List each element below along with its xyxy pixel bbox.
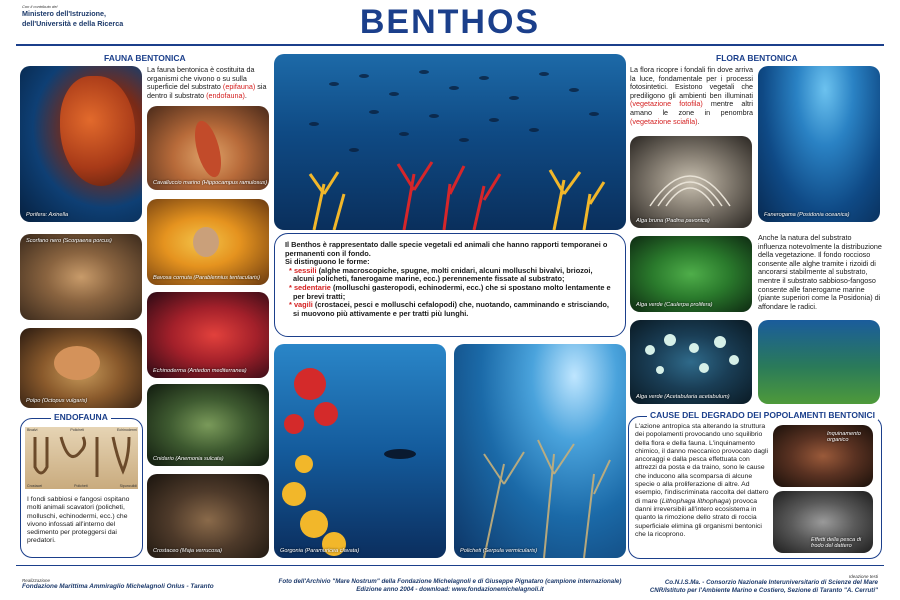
caption: Gorgonia (Paramuricea clavata) <box>280 548 360 554</box>
realization-name: Fondazione Marittima Ammiraglio Michelagnoli Onlus - Taranto <box>22 583 214 590</box>
photo-organic-pollution <box>773 425 873 487</box>
photo-posidonia <box>758 66 880 222</box>
ministry-name-line1: Ministero dell'Istruzione, <box>22 9 106 18</box>
footer-credits <box>260 578 640 594</box>
flora-section-title: FLORA BENTONICA <box>716 53 798 63</box>
burrow-diagram <box>25 427 138 489</box>
caption: Polpo (Octopus vulgaris) <box>26 398 88 404</box>
realization-label: Realizzazione <box>22 578 51 583</box>
caption: Scorfano nero (Scorpaena porcus) <box>26 238 112 244</box>
photo-posidonia-meadow <box>758 320 880 404</box>
bullet-sessili: * sessili (alghe macroscopiche, spugne, molti cnidari, alcuni molluschi bivalvi, briozoi, alcuni policheti, fanerogame marine, ecc.) perennemente fissate al substrato; <box>289 265 593 284</box>
poster-title: BENTHOS <box>359 3 541 41</box>
caption: Alga bruna (Padina pavonica) <box>636 218 710 224</box>
diagram-label: Bivalvi <box>27 428 38 432</box>
photo-scorpionfish <box>20 234 142 320</box>
endofauna-box <box>20 412 143 558</box>
conisma-name: Co.N.I.S.Ma. - Consorzio Nazionale Interuniversitario di Scienze del Mare <box>664 579 878 586</box>
diagram-label: Policheti <box>74 484 88 488</box>
cnr-name: CNR/Istituto per l'Ambiente Marino e Costiero, Sezione di Taranto "A. Cerruti" <box>649 587 878 594</box>
causes-description: L'azione antropica sta alterando la struttura dei popolamenti provocando uno squilibrio della flora e della fauna. L'inquinamento chimico, il danno meccanico provocato dagli ancoraggi e dalla pesca effettuata con attrezzi da posta e da traino, sono le cause che inducono alla scomparsa di alcune specie o alla proliferazione di altre. Ad esempio, l'indiscriminata raccolta del dattero di mare (Lithophaga lithophaga) provoca danni irreversibili all'intero ecosistema in quanto la rimozione dello strato di roccia superficiale elimina gli organismi bentonici che la ricoprono. <box>635 423 769 538</box>
bullet-sedentarie: * sedentarie (molluschi gasteropodi, echinodermi, ecc.) che si spostano molto lentamente e per brevi tratti; <box>289 282 611 301</box>
photo-serpulids <box>454 344 626 558</box>
edition-download[interactable]: Edizione anno 2004 - download: www.fondazionemichelagnoli.it <box>356 586 544 593</box>
footer-divider <box>16 565 884 566</box>
texts-label: Ideazione testi <box>848 574 878 579</box>
caption: Fanerogama (Posidonia oceanica) <box>764 212 850 218</box>
photo-spider-crab <box>147 474 269 558</box>
photo-octopus <box>20 328 142 408</box>
photo-gorgonian-diver <box>274 344 446 558</box>
photo-anemone <box>147 384 269 466</box>
caption: Crostaceo (Maja verrucosa) <box>153 548 223 554</box>
photo-padina <box>630 136 752 228</box>
caption: Bavosa cornuta (Parablennius tentacularis) <box>153 275 260 281</box>
caption: Effetti della pesca di frodo del dattero <box>811 537 862 549</box>
caption: Alga verde (Caulerpa prolifera) <box>636 302 713 308</box>
photo-feather-star <box>147 292 269 378</box>
photo-caulerpa <box>630 236 752 312</box>
benthos-intro: Il Benthos è rappresentato dalle specie vegetali ed animali che hanno rapporti temporanei o permanenti con il fondo. <box>285 240 608 258</box>
photo-reef-fish <box>274 54 626 230</box>
fauna-description: La fauna bentonica è costituita da organismi che vivono o su sulla superficie del substrato (epifauna) sia dentro il substrato (endofauna). <box>147 65 267 100</box>
diagram-label: Sipunculidi <box>119 484 137 488</box>
caption: Policheti (Serpula vermicularis) <box>460 548 538 554</box>
diagram-label: Echinodermi <box>117 428 137 432</box>
photo-porifera <box>20 66 142 222</box>
bullet-vagili: * vagili (crostacei, pesci e molluschi cefalopodi) che, nuotando, camminando e strisciando, si muovono più attivamente e per tratti più lunghi. <box>289 300 609 318</box>
flora-substrate-text: Anche la natura del substrato influenza notevolmente la distribuzione della vegetazione. Il fondo roccioso consente alle alghe tramite i rizoidi di ancorarsi stabilmente al substrato, mentre il substrato sabbioso-fangoso consente alle fanerogame marine (piante superiori come la Posidonia) di affondare le radici. <box>758 233 882 311</box>
photo-seahorse <box>147 106 269 190</box>
causes-box <box>628 410 882 559</box>
caption: Inquinamento organico <box>827 431 861 443</box>
fauna-section-title: FAUNA BENTONICA <box>104 53 186 63</box>
contribution-label: Con il contributo del <box>22 4 58 9</box>
endofauna-title: ENDOFAUNA <box>51 412 111 422</box>
caption: Cavalluccio marino (Hippocampus ramulosus) <box>153 180 268 186</box>
photo-credit: Foto dell'Archivio "Mare Nostrum" della Fondazione Michelagnoli e di Giuseppe Pignataro (campione internazionale) <box>278 578 622 585</box>
title-divider <box>16 44 884 46</box>
benthos-definition-box <box>274 233 626 337</box>
diagram-label: Policheti <box>70 428 84 432</box>
photo-acetabularia <box>630 320 752 404</box>
caption: Porifera: Axinella <box>26 212 69 218</box>
ministry-name-line2: dell'Università e della Ricerca <box>22 18 124 28</box>
caption: Echinoderma (Antedon mediterranea) <box>153 368 247 374</box>
photo-blenny <box>147 199 269 285</box>
footer-realization <box>22 578 252 590</box>
endofauna-description: I fondi sabbiosi e fangosi ospitano molti animali scavatori (policheti, molluschi, echinodermi, ecc.) che vivono infossati all'interno del sedimento per proteggersi dai predatori. <box>27 496 130 545</box>
forms-intro: Si distinguono le forme: <box>285 257 370 267</box>
causes-title: CAUSE DEL DEGRADO DEI POPOLAMENTI BENTONICI <box>647 410 878 420</box>
photo-date-mussel-damage <box>773 491 873 553</box>
flora-description: La flora ricopre i fondali fin dove arriva la luce, fondamentale per i processi fotosintetici. Esistono vegetali che prediligono gli ambienti ben illuminati (vegetazione fotofila) mentre altri amano le zone in penombra (vegetazione sciafila). <box>630 65 753 126</box>
caption: Cnidario (Anemonia sulcata) <box>153 456 224 462</box>
caption: Alga verde (Acetabularia acetabulum) <box>636 394 730 400</box>
diagram-label: Crostacei <box>27 484 43 488</box>
footer-texts-credit <box>618 574 878 595</box>
